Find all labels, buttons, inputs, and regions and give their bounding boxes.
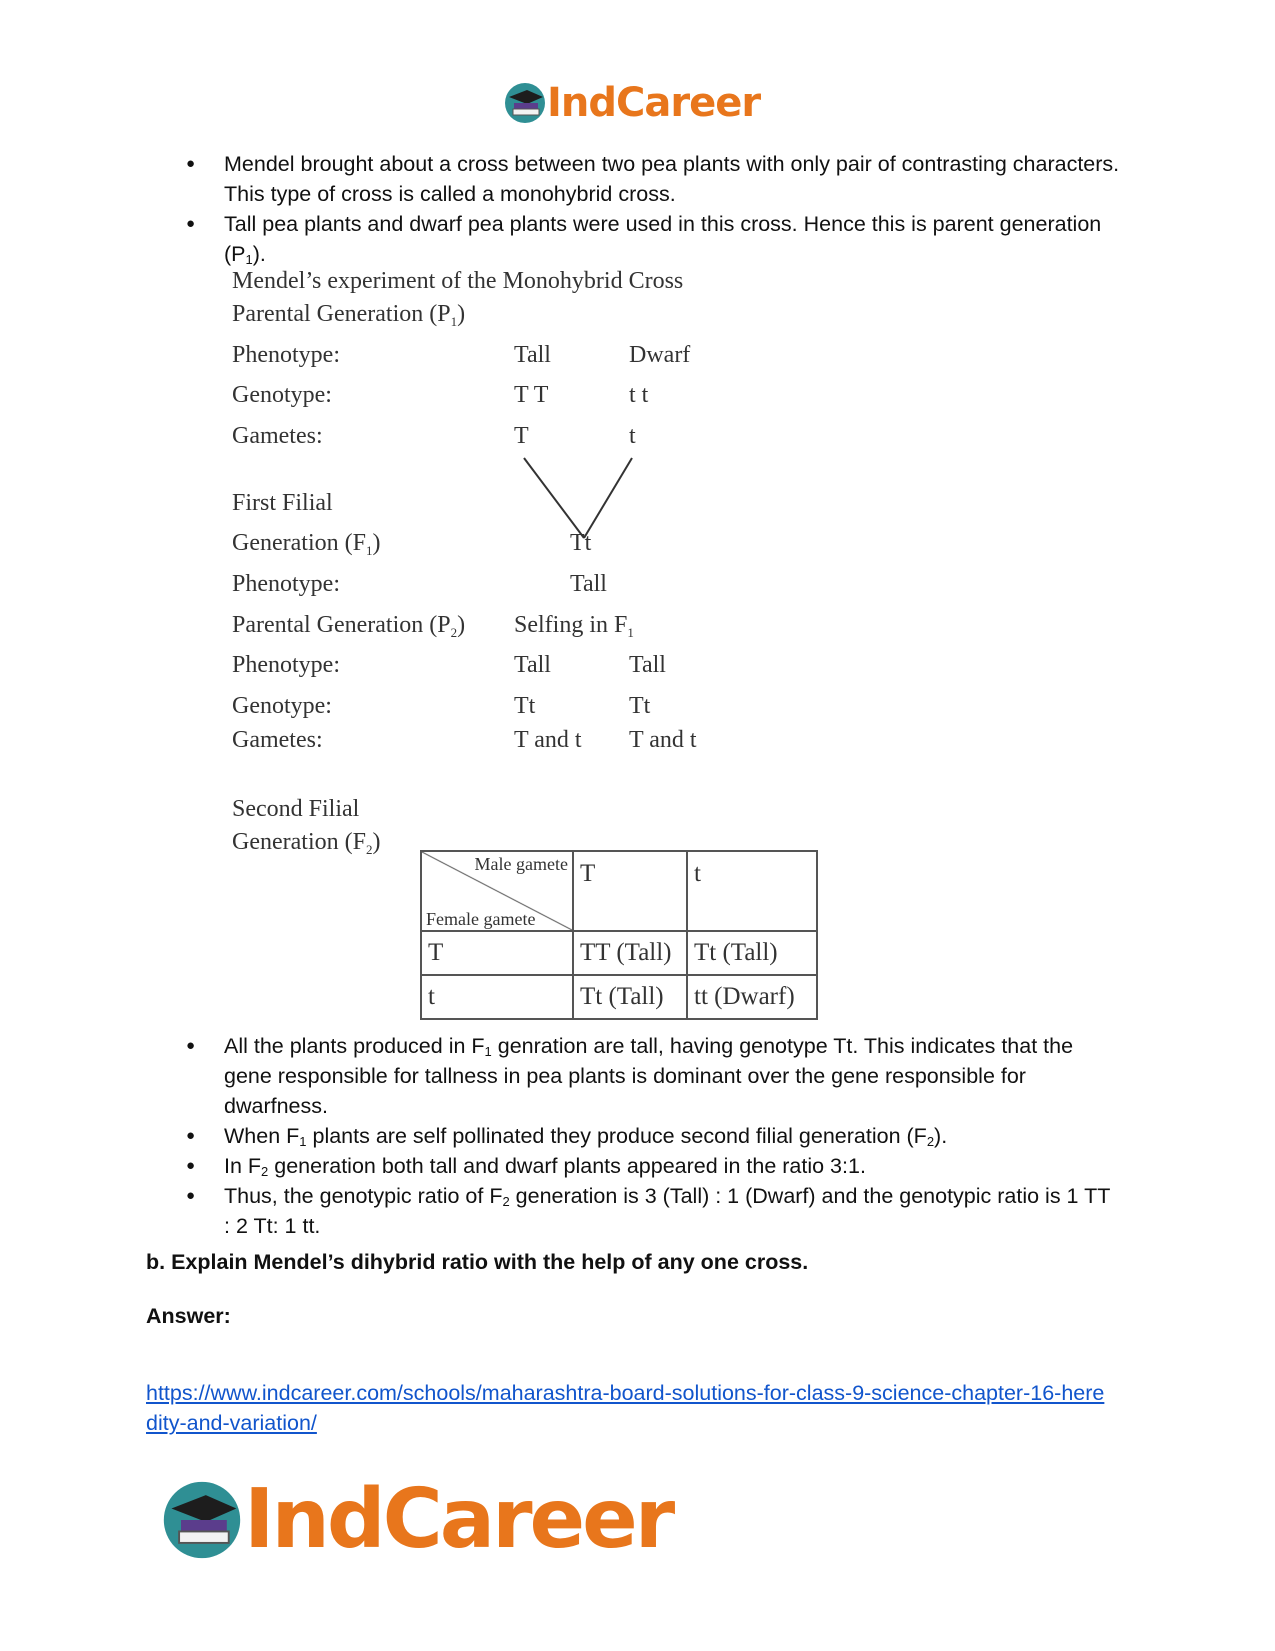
- logo-text: IndCareer: [244, 1472, 673, 1567]
- p2-gametes-b: T and t: [629, 727, 697, 753]
- list-item: ● Mendel brought about a cross between two pea plants with only pair of contrasting characters. This type of cross is called a monohybrid cross.: [186, 149, 1121, 209]
- female-gamete-cell: t: [421, 975, 573, 1019]
- table-row: [421, 975, 817, 1019]
- list-item: ● When $F_1$ plants are self pollinated they produce second filial generation $(F_2)$.: [186, 1121, 1121, 1151]
- p2-genotype-label: Genotype:: [232, 693, 332, 719]
- f1-label-line2: Generation $(F_1)$: [232, 530, 381, 558]
- selfing-label: Selfing in $F_1$: [514, 612, 634, 640]
- list-item: ● Tall pea plants and dwarf pea plants were used in this cross. Hence this is parent generation $(P_1)$.: [186, 209, 1121, 269]
- p2-phenotype-a: Tall: [514, 652, 551, 678]
- gametes-label: Gametes:: [232, 423, 323, 449]
- question-heading: b. Explain Mendel’s dihybrid ratio with the help of any one cross.: [146, 1250, 809, 1274]
- f1-phenotype-label: Phenotype:: [232, 571, 340, 597]
- source-link[interactable]: https://www.indcareer.com/schools/maharashtra-board-solutions-for-class-9-science-chapter-16-heredity-and-variation/: [146, 1381, 1105, 1435]
- offspring-cell: Tt (Tall): [573, 975, 687, 1019]
- list-item: ● In $F_2$ generation both tall and dwarf plants appeared in the ratio 3:1.: [186, 1151, 1121, 1181]
- male-gamete-header: t: [687, 851, 817, 931]
- p2-genotype-b: Tt: [629, 693, 651, 719]
- offspring-cell: TT (Tall): [573, 931, 687, 975]
- p1-gamete-tall: T: [514, 423, 529, 449]
- indcareer-logo-top: [503, 80, 760, 126]
- offspring-cell: tt (Dwarf): [687, 975, 817, 1019]
- p1-phenotype-dwarf: Dwarf: [629, 342, 691, 368]
- punnett-corner: [421, 851, 573, 931]
- male-gamete-label: Male gamete: [474, 854, 568, 874]
- p1-genotype-dwarf: t t: [629, 382, 649, 408]
- female-gamete-label: Female gamete: [426, 909, 536, 929]
- logo-text: IndCareer: [547, 80, 761, 126]
- p1-phenotype-tall: Tall: [514, 342, 551, 368]
- genotype-label: Genotype:: [232, 382, 332, 408]
- p1-genotype-tall: T T: [514, 382, 549, 408]
- punnett-square: [420, 850, 818, 1020]
- p2-phenotype-b: Tall: [629, 652, 666, 678]
- indcareer-logo-bottom: [160, 1472, 672, 1567]
- monohybrid-cross-figure: [232, 268, 872, 1028]
- p1-gamete-dwarf: t: [629, 423, 636, 449]
- list-item: ● Thus, the genotypic ratio of $F_2$ generation is 3 (Tall) : 1 (Dwarf) and the genotypic ratio is 1 TT : 2 Tt: 1 tt.: [186, 1181, 1121, 1241]
- female-gamete-cell: T: [421, 931, 573, 975]
- p2-gametes-label: Gametes:: [232, 727, 323, 753]
- p2-genotype-a: Tt: [514, 693, 536, 719]
- f1-phenotype: Tall: [570, 571, 607, 597]
- f1-label-line1: First Filial: [232, 490, 333, 516]
- intro-bullet-list: [186, 149, 1121, 269]
- figure-title: Mendel’s experiment of the Monohybrid Cross: [232, 268, 684, 294]
- offspring-cell: Tt (Tall): [687, 931, 817, 975]
- answer-label: Answer:: [146, 1304, 231, 1328]
- male-gamete-header: T: [573, 851, 687, 931]
- f2-label-line2: Generation $(F_2)$: [232, 829, 381, 857]
- p1-label: Parental Generation $(P_1)$: [232, 301, 466, 329]
- phenotype-label: Phenotype:: [232, 342, 340, 368]
- p2-gametes-a: T and t: [514, 727, 582, 753]
- graduation-cap-book-icon: [503, 81, 547, 125]
- table-row: [421, 931, 817, 975]
- p2-phenotype-label: Phenotype:: [232, 652, 340, 678]
- graduation-cap-book-icon: [160, 1478, 244, 1562]
- list-item: ● All the plants produced in $F_1$ genration are tall, having genotype Tt. This indicates that the gene responsible for tallness in pea plants is dominant over the gene responsible for dwarfness.: [186, 1031, 1121, 1121]
- p2-label: Parental Generation $(P_2)$: [232, 612, 466, 640]
- result-bullet-list: [186, 1031, 1121, 1241]
- f1-genotype: Tt: [570, 530, 592, 556]
- f2-label-line1: Second Filial: [232, 796, 360, 822]
